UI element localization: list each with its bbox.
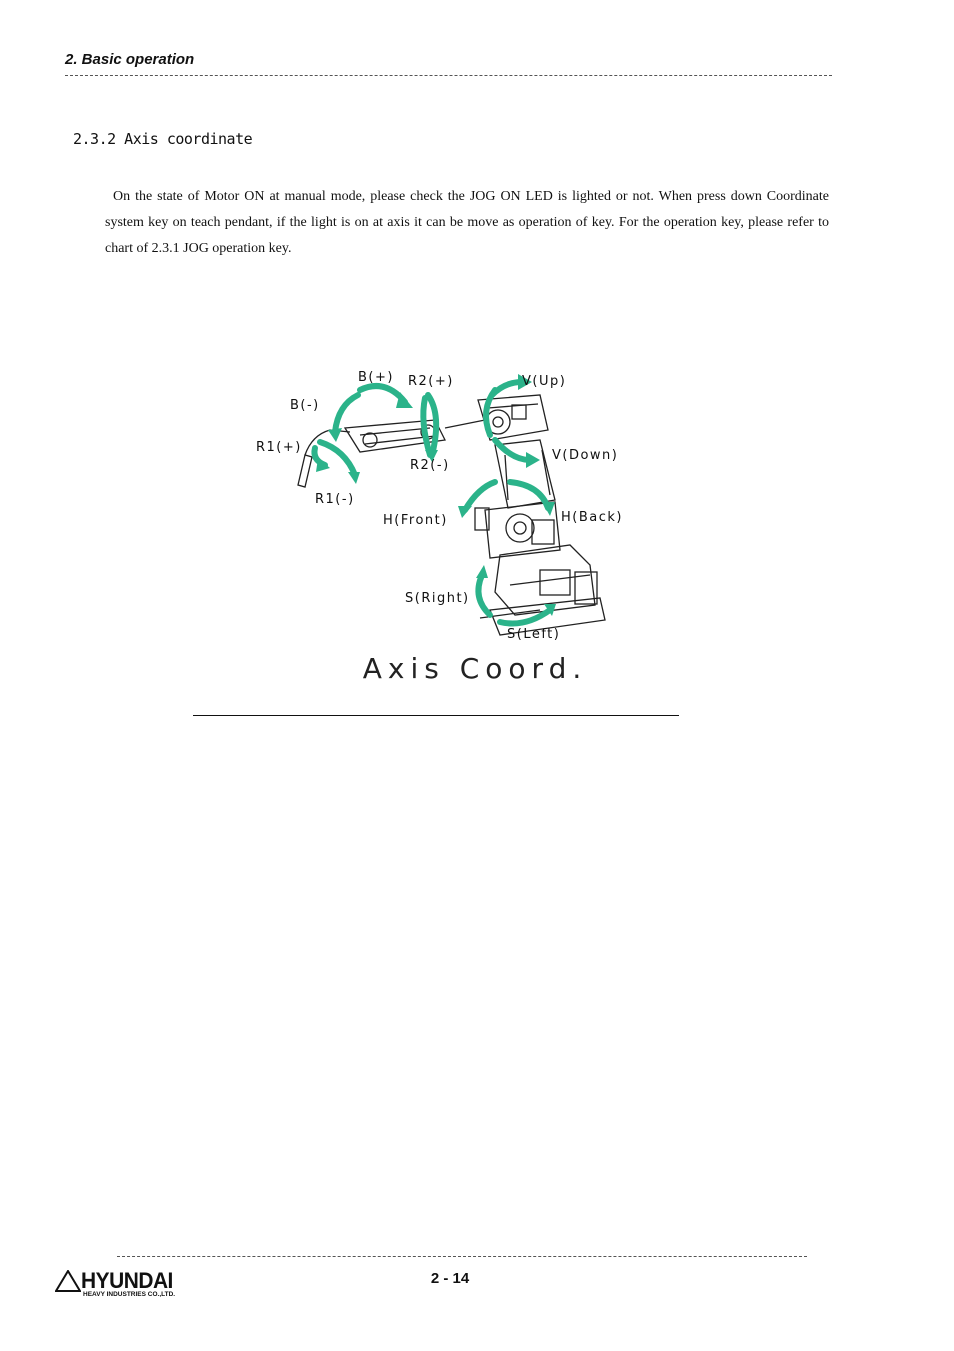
body-paragraph: On the state of Motor ON at manual mode, please check the JOG ON LED is lighted or not. When press down Coordinate system key on teach pendant, if the light is on at axis it can be move as operation of key. For the operation key, please refer to chart of 2.3.1 JOG operation key. [105,189,829,256]
label-r2-plus: R2(+) [408,374,454,389]
header-divider [65,75,832,76]
label-b-plus: B(+) [358,370,394,385]
caption-underline [193,715,679,716]
arrowhead [348,472,360,484]
logo-subtitle: HEAVY INDUSTRIES CO.,LTD. [83,1291,176,1298]
running-header-title: 2. Basic operation [65,51,195,68]
logo-triangle-icon [55,1270,81,1292]
b-minus-arrow [335,395,358,432]
v-up-arrow-top [492,382,522,395]
arrowhead [476,565,488,578]
page-number: 2 - 14 [430,1270,470,1287]
label-r1-minus: R1(-) [315,492,355,507]
arrowhead [526,452,540,468]
hyundai-logo [55,1268,195,1302]
footer-divider [117,1256,807,1257]
h-front-arrow [465,482,495,510]
label-s-right: S(Right) [405,591,470,606]
label-h-back: H(Back) [561,510,623,525]
s-right-arrow [478,575,490,615]
robot-axis-figure [250,360,650,655]
arrowhead [458,506,472,518]
label-v-down: V(Down) [552,448,619,463]
arrowhead [542,502,555,516]
arrowhead [328,428,342,442]
label-r1-plus: R1(+) [256,440,302,455]
r1-minus-arrow [320,442,355,475]
label-r2-minus: R2(-) [410,458,450,473]
label-s-left: S(Left) [507,627,561,642]
label-h-front: H(Front) [383,513,448,528]
section-heading: 2.3.2 Axis coordinate [73,130,253,148]
label-v-up: V(Up) [522,374,567,389]
figure-caption: Axis Coord. [362,652,588,685]
logo-wordmark: HYUNDAI [81,1268,173,1293]
label-b-minus: B(-) [290,398,320,413]
r2-arrow-back [423,398,430,455]
